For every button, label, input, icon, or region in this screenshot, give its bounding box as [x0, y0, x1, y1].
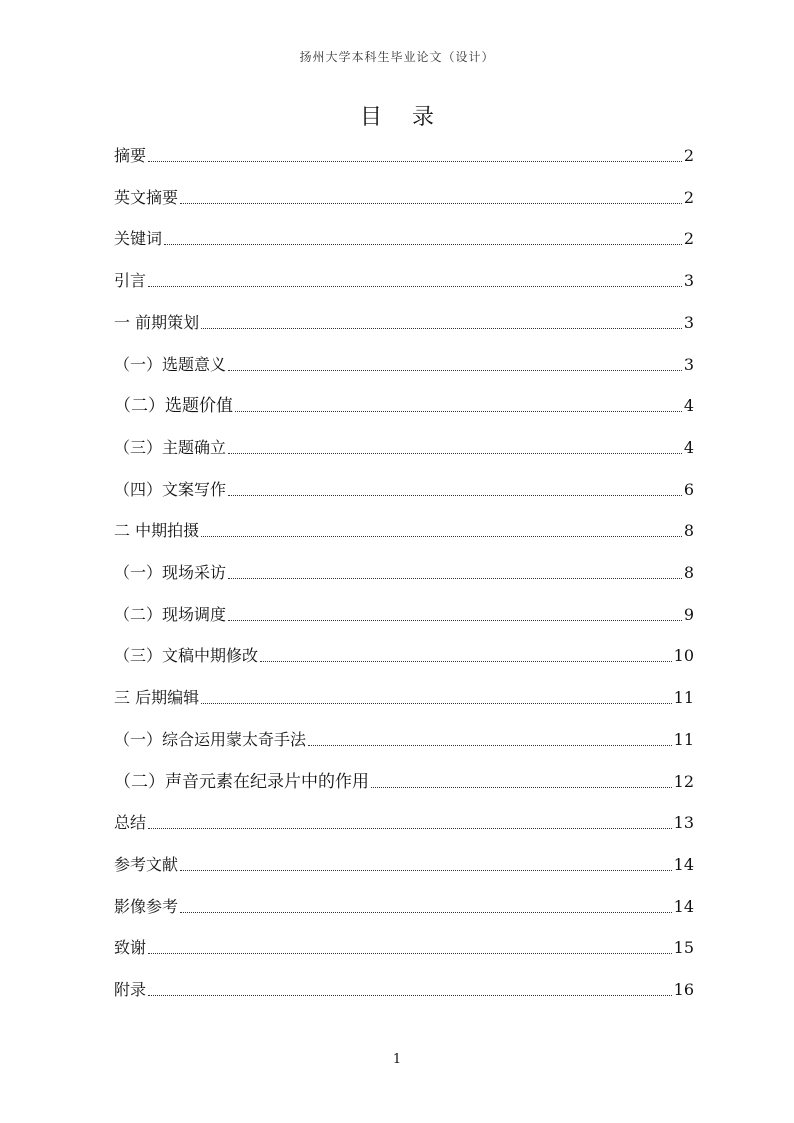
- toc-entry-page: 12: [673, 771, 694, 791]
- toc-entry-label: 参考文献: [114, 854, 179, 874]
- toc-entry[interactable]: [114, 515, 694, 541]
- toc-entry-page: 2: [683, 187, 694, 207]
- toc-dot-leader: [148, 952, 672, 954]
- toc-dot-leader: [235, 410, 682, 412]
- toc-entry-label: （三）文稿中期修改: [114, 646, 259, 666]
- toc-dot-leader: [180, 202, 682, 204]
- toc-entry-label: 三 后期编辑: [114, 688, 200, 708]
- toc-entry-page: 11: [673, 729, 694, 749]
- toc-entry[interactable]: [114, 724, 694, 750]
- toc-entry-page: 3: [683, 271, 694, 291]
- toc-entry[interactable]: [114, 474, 694, 500]
- toc-entry-page: 8: [683, 563, 694, 582]
- toc-entry-label: （二）选题价值: [114, 396, 233, 417]
- toc-entry-page: 14: [673, 896, 694, 916]
- toc-entry[interactable]: [114, 307, 694, 333]
- toc-entry[interactable]: [114, 557, 694, 583]
- toc-entry-page: 8: [683, 521, 694, 541]
- toc-entry-page: 4: [683, 437, 694, 457]
- toc-entry-label: （四）文案写作: [114, 479, 227, 499]
- toc-entry-label: （一）综合运用蒙太奇手法: [114, 729, 307, 749]
- toc-entry[interactable]: [114, 349, 694, 375]
- toc-dot-leader: [228, 619, 682, 621]
- toc-entry-label: 引言: [114, 271, 147, 291]
- toc-entry-label: 摘要: [114, 146, 147, 165]
- toc-entry-label: （一）选题意义: [114, 354, 227, 374]
- toc-entry-label: 关键词: [114, 229, 163, 249]
- toc-entry-label: 二 中期拍摄: [114, 521, 200, 541]
- toc-dot-leader: [180, 869, 672, 871]
- toc-entry[interactable]: [114, 849, 694, 875]
- toc-entry[interactable]: [114, 640, 694, 666]
- toc-entry[interactable]: [114, 932, 694, 958]
- toc-dot-leader: [148, 285, 682, 287]
- toc-entry-label: 一 前期策划: [114, 312, 200, 332]
- page-title: 目录: [359, 105, 464, 130]
- toc-entry-page: 13: [673, 813, 694, 833]
- page-number: 1: [392, 1052, 402, 1067]
- toc-entry[interactable]: [114, 766, 694, 792]
- toc-entry-label: 英文摘要: [114, 187, 179, 207]
- toc-dot-leader: [148, 160, 682, 162]
- toc-dot-leader: [201, 535, 682, 537]
- toc-entry[interactable]: [114, 140, 694, 166]
- toc-dot-leader: [148, 994, 672, 996]
- toc-dot-leader: [180, 911, 672, 913]
- toc-dot-leader: [228, 452, 682, 454]
- toc-dot-leader: [228, 369, 682, 371]
- toc-entry-page: 15: [673, 938, 694, 958]
- toc-entry-page: 3: [683, 312, 694, 332]
- toc-entry[interactable]: [114, 223, 694, 249]
- toc-dot-leader: [201, 327, 682, 329]
- toc-entry-page: 2: [683, 146, 694, 165]
- toc-dot-leader: [308, 744, 672, 746]
- running-header: 扬州大学本科生毕业论文（设计）: [299, 50, 495, 64]
- toc-entry[interactable]: [114, 182, 694, 208]
- toc-dot-leader: [371, 786, 672, 788]
- toc-entry-page: 14: [673, 854, 694, 874]
- toc-entry[interactable]: [114, 265, 694, 291]
- toc-entry-label: 影像参考: [114, 896, 179, 916]
- toc-dot-leader: [260, 660, 672, 662]
- toc-entry-page: 2: [683, 229, 694, 249]
- toc-entry-label: （二）声音元素在纪录片中的作用: [114, 771, 369, 792]
- toc-entry-page: 9: [683, 604, 694, 624]
- toc-entry-page: 3: [683, 354, 694, 374]
- toc-dot-leader: [148, 827, 672, 829]
- toc-dot-leader: [228, 494, 682, 496]
- toc-entry-label: （三）主题确立: [114, 437, 227, 457]
- toc-entry-page: 6: [683, 479, 694, 499]
- toc-entry[interactable]: [114, 599, 694, 625]
- toc-entry-page: 4: [683, 396, 694, 416]
- toc-entry[interactable]: [114, 390, 694, 416]
- toc-dot-leader: [228, 577, 682, 579]
- toc-entry[interactable]: [114, 974, 694, 1000]
- toc-entry-label: （二）现场调度: [114, 604, 227, 624]
- toc-entry-page: 16: [673, 980, 694, 999]
- toc-entry-label: （一）现场采访: [114, 563, 227, 582]
- toc-entry-label: 总结: [114, 813, 147, 833]
- toc-entry-page: 10: [673, 646, 694, 666]
- toc-dot-leader: [201, 702, 672, 704]
- toc-entry[interactable]: [114, 682, 694, 708]
- toc-entry-page: 11: [673, 688, 694, 708]
- toc-dot-leader: [164, 243, 682, 245]
- toc-entry[interactable]: [114, 891, 694, 917]
- toc-entry-label: 附录: [114, 980, 147, 999]
- toc-entry[interactable]: [114, 432, 694, 458]
- toc-entry[interactable]: [114, 807, 694, 833]
- toc-entry-label: 致谢: [114, 938, 147, 958]
